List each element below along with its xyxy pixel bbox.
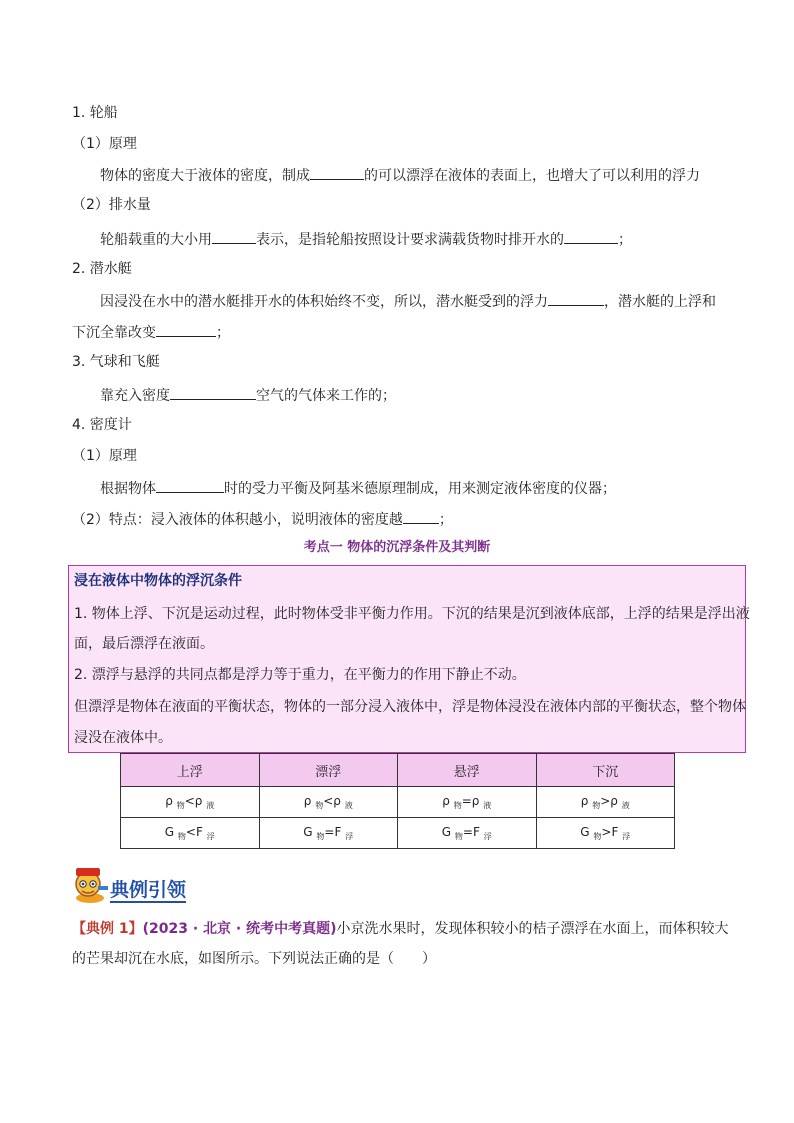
box-line-1: 1. 物体上浮、下沉是运动过程，此时物体受非平衡力作用。下沉的结果是沉到液体底部，上浮的结果是浮出液	[74, 606, 750, 622]
section-1-displacement-text: 轮船载重的大小用 表示，是指轮船按照设计要求满载货物时排开水的 ；	[100, 228, 632, 250]
answer-blank[interactable]	[403, 508, 439, 524]
box-line-3: 2. 漂浮与悬浮的共同点都是浮力等于重力，在平衡力的作用下静止不动。	[74, 667, 526, 683]
force-relation-float: G $_物$=F $_浮$	[259, 818, 398, 849]
density-relation-rise: ρ $_物$<ρ $_液$	[121, 787, 260, 818]
density-relation-float: ρ $_物$<ρ $_液$	[259, 787, 398, 818]
section-1-displacement-label: （2）排水量	[72, 197, 151, 213]
section-4-feature-text: （2）特点：浸入液体的体积越小，说明液体的密度越 ；	[72, 508, 453, 530]
section-2-text-2: 下沉全靠改变 ；	[72, 321, 230, 343]
answer-blank[interactable]	[310, 164, 364, 180]
header-sink: 下沉	[536, 754, 675, 787]
sink-float-conditions-box	[68, 565, 750, 753]
example-question-line-2: 的芒果却沉在水底，如图所示。下列说法正确的是（ ）	[72, 951, 436, 967]
section-4-title: 4. 密度计	[72, 417, 132, 433]
header-float: 漂浮	[259, 754, 398, 787]
example-question-line-1: 【典例 1】(2023 · 北京 · 统考中考真题)小京洗水果时，发现体积较小的桔子漂浮在水面上，而体积较大	[72, 921, 729, 937]
header-suspend: 悬浮	[398, 754, 537, 787]
answer-blank[interactable]	[156, 477, 224, 493]
box-line-2: 面，最后漂浮在液面。	[74, 636, 214, 652]
header-rise: 上浮	[121, 754, 260, 787]
section-2-text-1: 因浸没在水中的潜水艇排开水的体积始终不变，所以，潜水艇受到的浮力 ，潜水艇的上浮和	[100, 290, 716, 312]
section-3-title: 3. 气球和飞艇	[72, 354, 160, 370]
force-relation-suspend: G $_物$=F $_浮$	[398, 818, 537, 849]
box-line-4: 但漂浮是物体在液面的平衡状态，物体的一部分浸入液体中，浮是物体浸没在液体内部的平衡状态，整个物体	[74, 699, 746, 715]
sink-float-table	[120, 753, 675, 849]
table-row-force	[121, 818, 675, 849]
density-relation-sink: ρ $_物$>ρ $_液$	[536, 787, 675, 818]
section-4-principle-label: （1）原理	[72, 448, 137, 464]
answer-blank[interactable]	[212, 228, 256, 244]
section-3-text: 靠充入密度 空气的气体来工作的；	[100, 384, 396, 406]
section-1-title: 1. 轮船	[72, 105, 118, 121]
section-1-principle-label: （1）原理	[72, 136, 137, 152]
force-relation-rise: G $_物$<F $_浮$	[121, 818, 260, 849]
force-relation-sink: G $_物$>F $_浮$	[536, 818, 675, 849]
answer-blank[interactable]	[548, 290, 604, 306]
section-4-principle-text: 根据物体 时的受力平衡及阿基米德原理制成，用来测定液体密度的仪器；	[100, 477, 616, 499]
section-1-principle-text: 物体的密度大于液体的密度，制成 的可以漂浮在液体的表面上，也增大了可以利用的浮力	[100, 164, 700, 186]
box-title: 浸在液体中物体的浮沉条件	[74, 573, 242, 589]
density-relation-suspend: ρ $_物$=ρ $_液$	[398, 787, 537, 818]
table-row-density	[121, 787, 675, 818]
answer-blank[interactable]	[170, 384, 256, 400]
topic-heading: 考点一 物体的沉浮条件及其判断	[303, 540, 491, 555]
answer-blank[interactable]	[156, 321, 216, 337]
box-line-5: 浸没在液体中。	[74, 730, 172, 746]
table-header-row	[121, 754, 675, 787]
section-2-title: 2. 潜水艇	[72, 261, 132, 277]
answer-blank[interactable]	[564, 228, 618, 244]
example-banner-title: 典例引领	[110, 879, 187, 901]
